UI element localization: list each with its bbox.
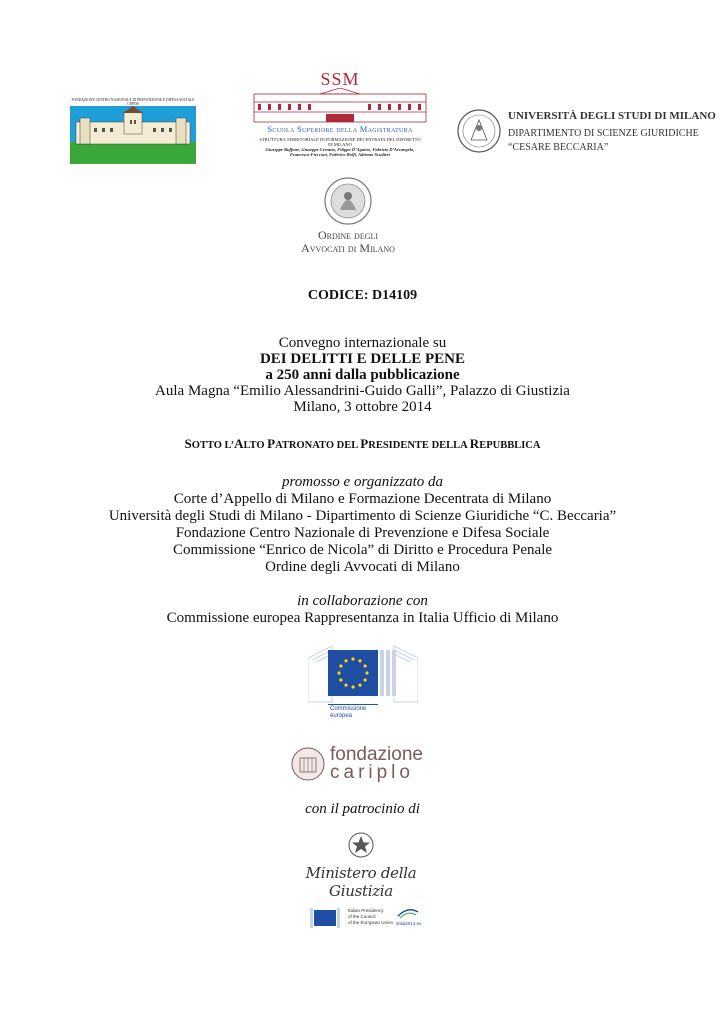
patrocinio-heading: con il patrocinio di — [305, 801, 420, 817]
unimi-line2: DIPARTIMENTO DI SCIENZE GIURIDICHE — [508, 128, 699, 139]
cnpds-caption: FONDAZIONE CENTRO NAZIONALE DI PREVENZIONE E DIFESA SOCIALE — [71, 98, 195, 102]
ordine-seal-icon — [323, 176, 373, 226]
eu-star-icon — [339, 664, 342, 667]
organizer-item: Commissione “Enrico de Nicola” di Diritto e Procedura Penale — [172, 542, 553, 558]
patronato-part: EPUBBLICA — [479, 440, 541, 451]
presidency-flag-icon — [310, 904, 340, 930]
eu-star-icon — [351, 657, 354, 660]
unimi-line1: UNIVERSITÀ DEGLI STUDI DI MILANO — [508, 110, 716, 122]
patronato-part: A — [234, 436, 244, 451]
eu-star-icon — [351, 685, 354, 688]
presidency-line3: of the European Union — [348, 920, 394, 925]
unimi-seal-icon — [456, 108, 502, 154]
ssm-logo — [248, 70, 432, 180]
cariplo-seal-icon — [290, 746, 326, 782]
convegno-intro: Convegno internazionale su — [278, 335, 447, 351]
patronato-part: RESIDENTE DELLA — [368, 440, 470, 451]
ssm-acronym: SSM — [320, 69, 360, 89]
cnpds-logo — [70, 98, 196, 166]
ssm-line1: STRUTTURA TERRITORIALE DI FORMAZIONE DECENTRATA DEL DISTRETTO — [259, 137, 421, 142]
ordine-line2: Avvocati di Milano — [301, 241, 395, 255]
patronato — [0, 436, 725, 454]
patronato-part: LTO — [243, 440, 268, 451]
presidency-line2: of the Council — [348, 914, 376, 919]
ssm-name: Scuola Superiore della Magistratura — [267, 124, 413, 134]
collaborazione-org: Commissione europea Rappresentanza in Italia Ufficio di Milano — [166, 610, 559, 626]
castle-icon — [70, 106, 196, 164]
eu-star-icon — [344, 684, 347, 687]
ssm-line2: DI MILANO — [328, 142, 352, 147]
ssm-line4: Francesca Fiecconi, Federico Rolfi, Adriano Scudieri — [290, 152, 390, 157]
ordine-line1: Ordine degli — [317, 228, 379, 242]
organizer-item: Corte d’Appello di Milano e Formazione Decentrata di Milano — [173, 491, 552, 507]
unimi-line3: “CESARE BECCARIA” — [508, 142, 609, 153]
cariplo-logo — [290, 744, 440, 784]
patronato-part: P — [267, 436, 276, 451]
event-venue: Aula Magna “Emilio Alessandrini-Guido Galli”, Palazzo di Giustizia — [155, 383, 570, 399]
eu-star-icon — [358, 659, 361, 662]
collaborazione-heading: in collaborazione con — [297, 593, 428, 609]
eu-star-icon — [337, 671, 340, 674]
organizer-item: Università degli Studi di Milano - Dipartimento di Scienze Giuridiche “C. Beccaria” — [108, 508, 617, 524]
eu-commission-logo — [308, 640, 418, 720]
patronato-part: R — [469, 436, 480, 451]
promosso-heading: promosso e organizzato da — [282, 474, 443, 490]
presidency-site: italia2014.eu — [396, 921, 422, 926]
eu-label2: europea — [330, 713, 353, 719]
event-subtitle: a 250 anni dalla pubblicazione — [265, 367, 460, 383]
eu-star-icon — [344, 659, 347, 662]
eu-star-icon — [339, 678, 342, 681]
unimi-logo — [456, 108, 716, 158]
ministero-label: Ministero della Giustizia — [305, 864, 417, 900]
organizer-item: Fondazione Centro Nazionale di Prevenzione e Difesa Sociale — [175, 525, 550, 541]
organizer-item: Ordine degli Avvocati di Milano — [265, 559, 460, 575]
eu-flag-icon — [308, 640, 418, 704]
ssm-line3: Giuseppe Buffone, Giuseppe Cernuto, Filippo D’Againo, Fabrizio D’Arcangelo, — [265, 147, 415, 152]
patronato-part: S — [184, 436, 192, 451]
patronato-part: ATRONATO DEL — [275, 440, 361, 451]
eu-label1: Commissione — [330, 706, 367, 712]
cariplo-bottom: cariplo — [330, 762, 414, 783]
eu-star-icon — [364, 678, 367, 681]
codice: CODICE: D14109 — [307, 288, 418, 303]
event-date: Milano, 3 ottobre 2014 — [293, 399, 432, 415]
palazzo-icon — [248, 88, 432, 124]
ministero-logo — [276, 830, 446, 900]
patronato-part: OTTO L’ — [191, 440, 235, 451]
cariplo-top: fondazione — [330, 744, 423, 765]
patronato-part: P — [360, 436, 369, 451]
presidency-logo — [310, 902, 422, 932]
presidency-swoosh-icon — [396, 906, 420, 920]
presidency-line1: Italian Presidency — [348, 908, 384, 913]
cnpds-sub: CNPDS — [127, 102, 139, 106]
ordine-avvocati-logo — [286, 176, 410, 256]
italian-emblem-icon — [346, 830, 376, 860]
event-title: DEI DELITTI E DELLE PENE — [259, 351, 466, 367]
eu-star-icon — [364, 664, 367, 667]
eu-star-icon — [365, 671, 368, 674]
eu-star-icon — [358, 684, 361, 687]
